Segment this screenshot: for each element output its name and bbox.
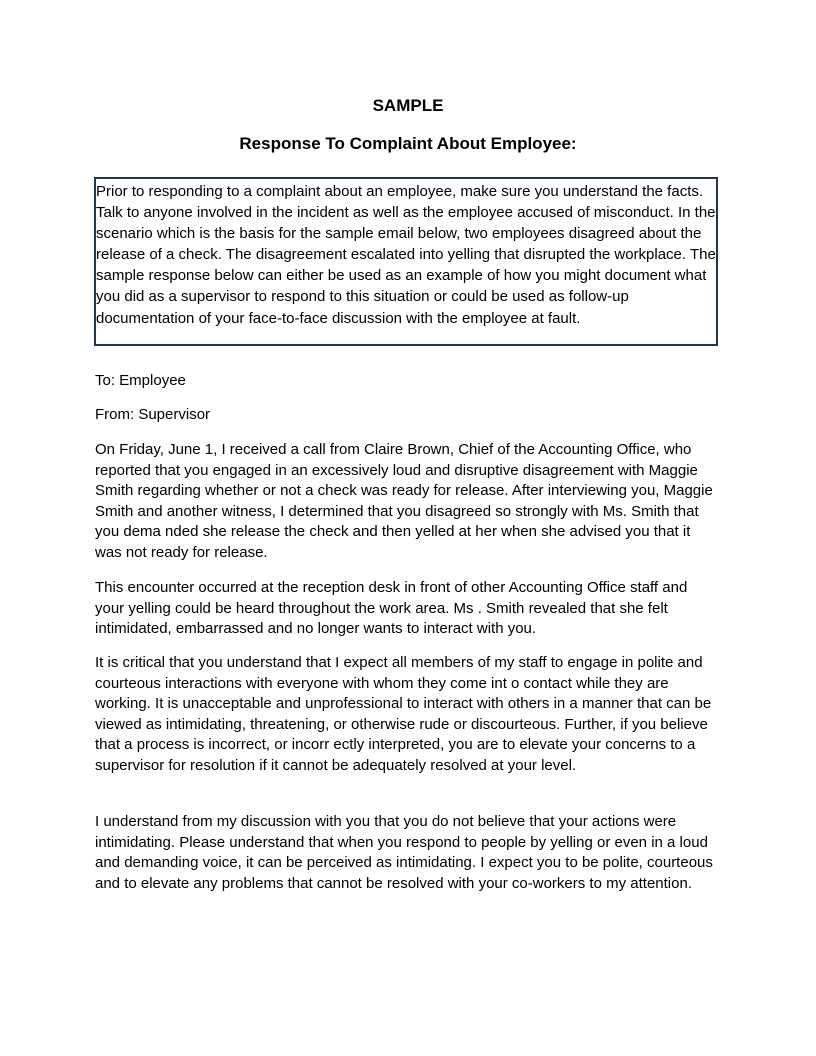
body-paragraph: This encounter occurred at the reception desk in front of other Accounting Office staff and your yelling could be heard throughout the work area. Ms . Smith revealed that she felt intimidated, embarrassed and no longer wants to interact with you. xyxy=(95,579,688,638)
body-paragraph: I understand from my discussion with you that you do not believe that your actions were intimidating. Please understand that when you respond to people by yelling or even in a loud and demanding voice, it can be perceived as intimidating. I expect you to be polite, courteous and to elevate any problems that cannot be resolved with your co-workers to my attention. xyxy=(95,813,713,892)
body-paragraph: It is critical that you understand that I expect all members of my staff to engage in polite and courteous interactions with everyone with whom they come int o contact while they are working. It is unacceptable and unprofessional to interact with others in a manner that can be viewed as intimidating, threatening, or otherwise rude or discourteous. Further, if you believe that a process is incorrect, or incorr ectly interpreted, you are to elevate your concerns to a supervisor for resolution if it cannot be adequately resolved at your level. xyxy=(95,654,712,774)
body-paragraph: On Friday, June 1, I received a call from Claire Brown, Chief of the Accounting Office, who reported that you engaged in an excessively loud and disruptive disagreement with Maggie Smith regarding whether or not a check was ready for release. After interviewing you, Maggie Smith and another witness, I determined that you disagreed so strongly with Ms. Smith that you dema nded she release the check and then yelled at her when she advised you that it was not ready for release. xyxy=(95,441,713,561)
from-line: From: Supervisor xyxy=(95,406,211,423)
instruction-text: Prior to responding to a complaint about an employee, make sure you understand the facts. Talk to anyone involved in the incident as well as the employee accused of misconduct. In the scenario which is the basis for the sample email below, two employees disagreed about the release of a check. The disagreement escalated into yelling that disrupted the workplace. The sample response below can either be used as an example of how you might document what you did as a supervisor to respond to this situation or could be used as follow-up documentation of your face-to-face discussion with the employee at fault. xyxy=(96,183,716,327)
document-title: SAMPLE xyxy=(372,96,444,115)
instruction-box xyxy=(94,177,718,346)
document-subtitle: Response To Complaint About Employee: xyxy=(239,134,577,153)
to-line: To: Employee xyxy=(95,372,186,389)
